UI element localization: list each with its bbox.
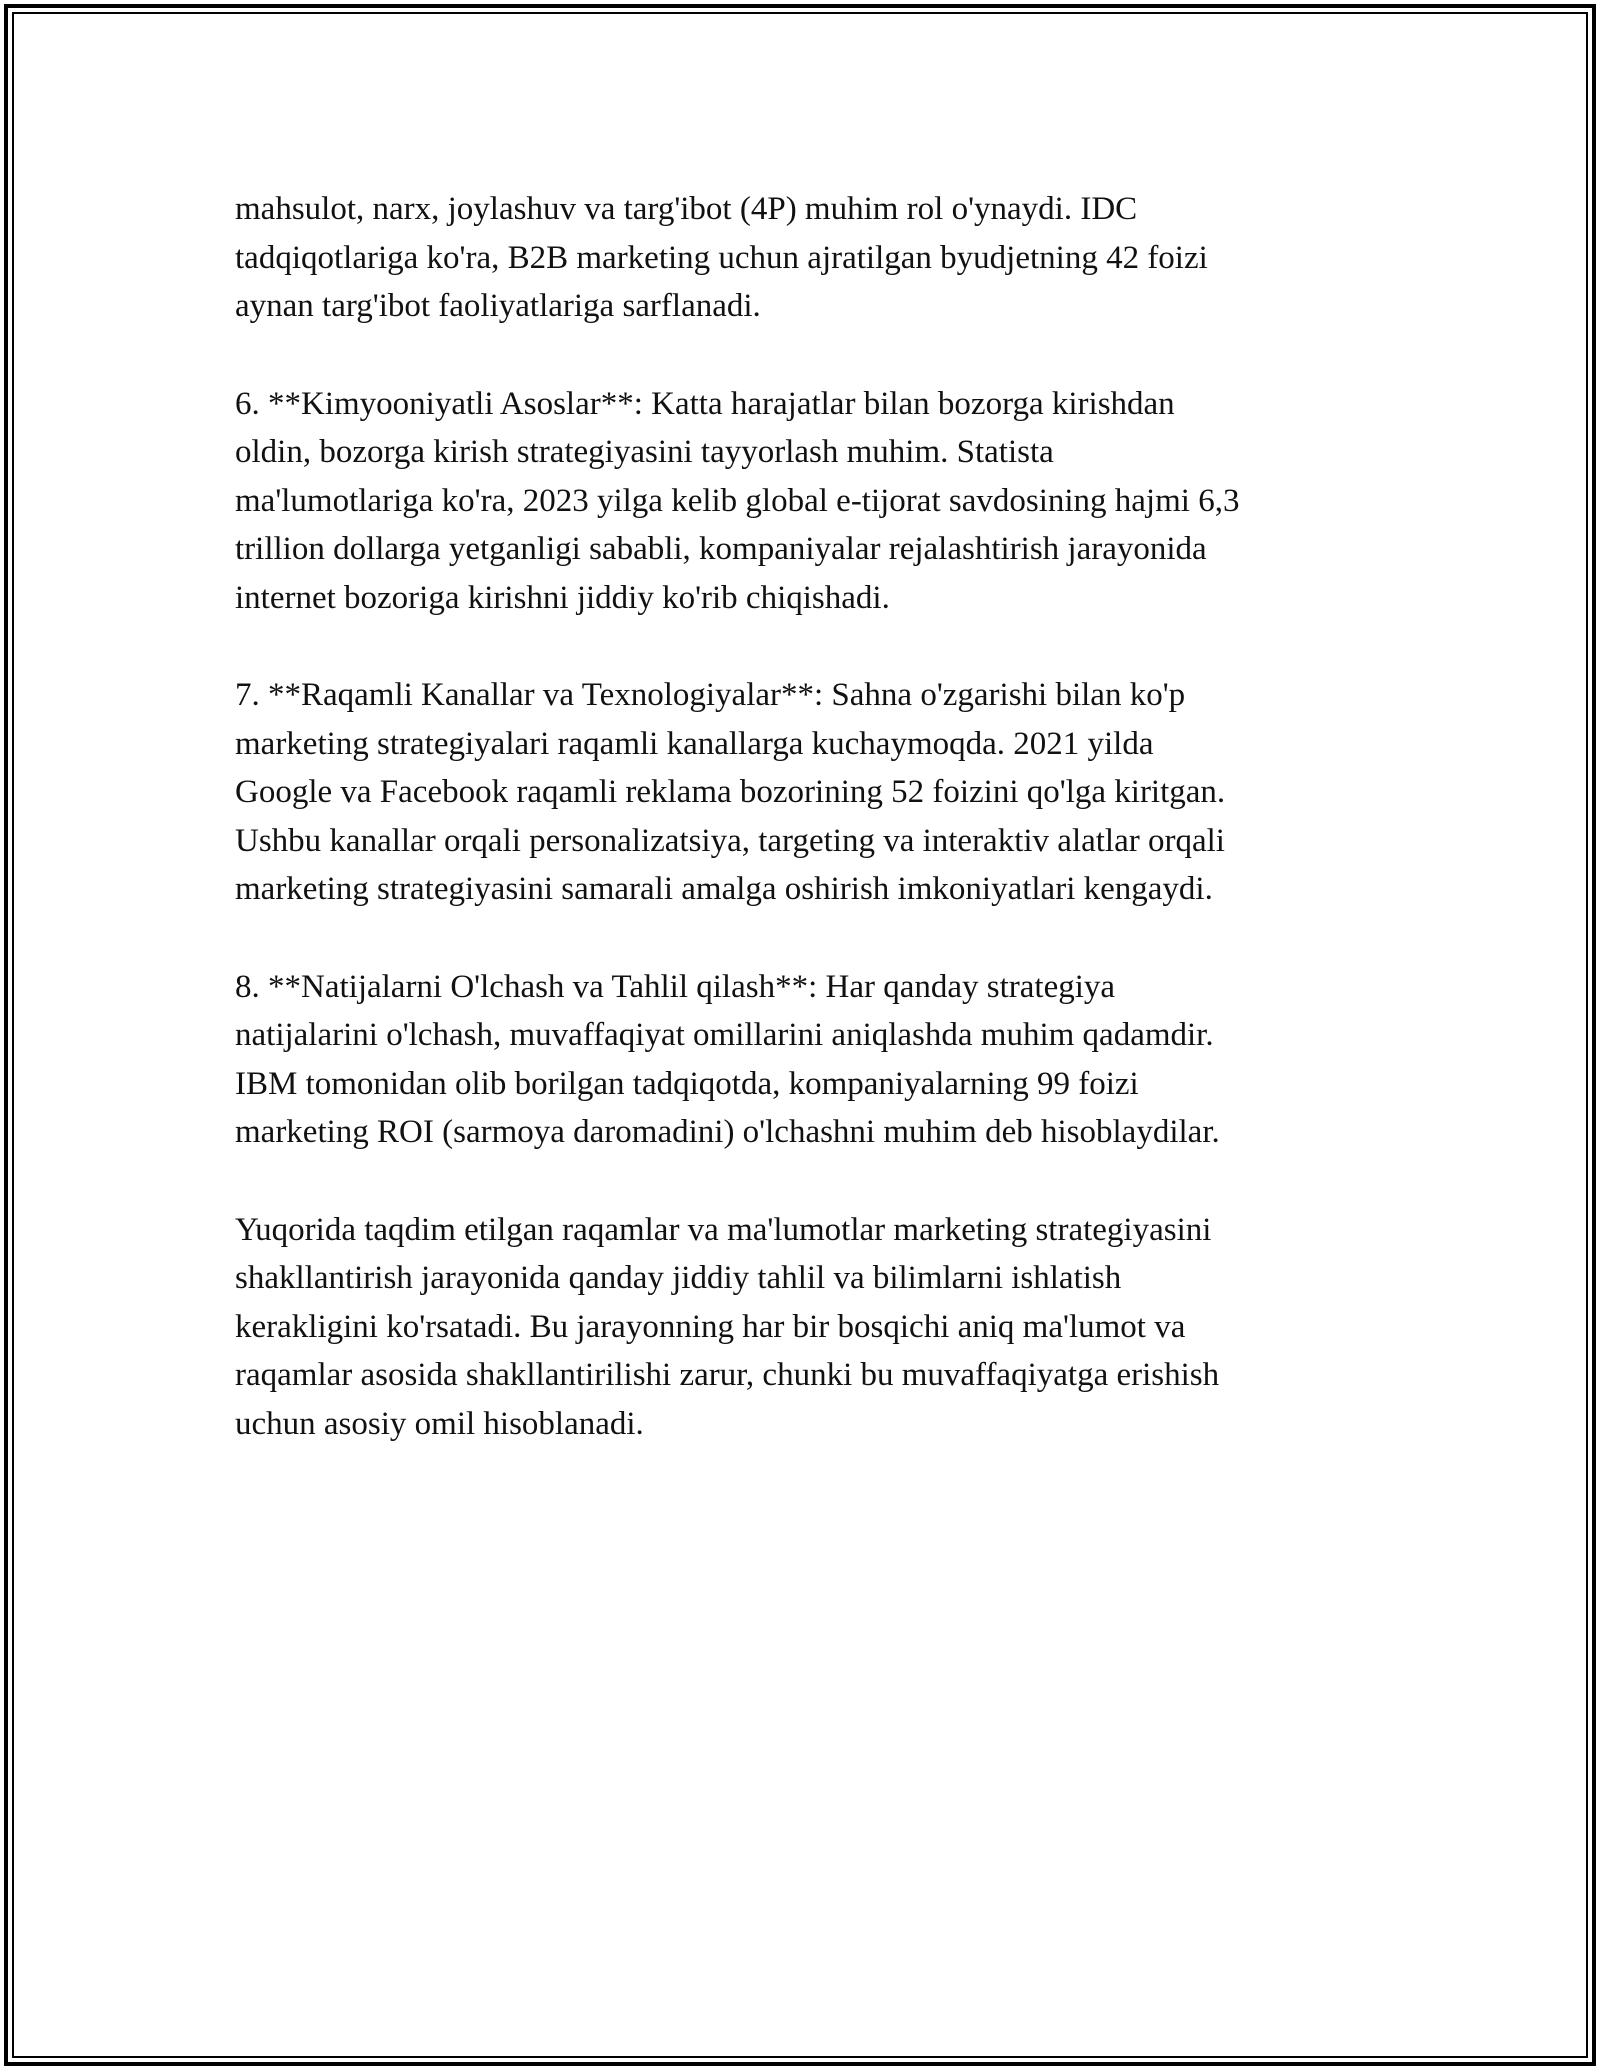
document-body [235, 185, 1375, 1497]
paragraph-conclusion: Yuqorida taqdim etilgan raqamlar va ma'lumotlar marketing strategiyasini shakllantirish jarayonida qanday jiddiy tahlil va bilimlarni ishlatish kerakligini ko'rsatadi. Bu jarayonning har bir bosqichi aniq ma'lumot va raqamlar asosida shakllantirilishi zarur, chunki bu muvaffaqiyatga erishish uchun asosiy omil hisoblanadi. [235, 1211, 1220, 1442]
paragraph-measuring-results: 8. **Natijalarni O'lchash va Tahlil qilash**: Har qanday strategiya natijalarini o'lchash, muvaffaqiyat omillarini aniqlashda muhim qadamdir. IBM tomonidan olib borilgan tadqiqotda, kompaniyalarning 99 foizi marketing ROI (sarmoya daromadini) o'lchashni muhim deb hisoblaydilar. [235, 968, 1220, 1150]
paragraph-promotion-budget: mahsulot, narx, joylashuv va targ'ibot (4P) muhim rol o'ynaydi. IDC tadqiqotlariga ko'ra, B2B marketing uchun ajratilgan byudjetning 42 foizi aynan targ'ibot faoliyatlariga sarflanadi. [235, 191, 1208, 324]
paragraph-digital-channels: 7. **Raqamli Kanallar va Texnologiyalar**: Sahna o'zgarishi bilan ko'p marketing strategiyalari raqamli kanallarga kuchaymoqda. 2021 yilda Google va Facebook raqamli reklama bozorining 52 foizini qo'lga kiritgan. Ushbu kanallar orqali personalizatsiya, targeting va interaktiv alatlar orqali marketing strategiyasini samarali amalga oshirish imkoniyatlari kengaydi. [235, 677, 1226, 907]
paragraph-market-entry: 6. **Kimyooniyatli Asoslar**: Katta harajatlar bilan bozorga kirishdan oldin, bozorga kirish strategiyasini tayyorlash muhim. Statista ma'lumotlariga ko'ra, 2023 yilga kelib global e-tijorat savdosining hajmi 6,3 trillion dollarga yetganligi sababli, kompaniyalar rejalashtirish jarayonida internet bozoriga kirishni jiddiy ko'rib chiqishadi. [235, 385, 1240, 616]
